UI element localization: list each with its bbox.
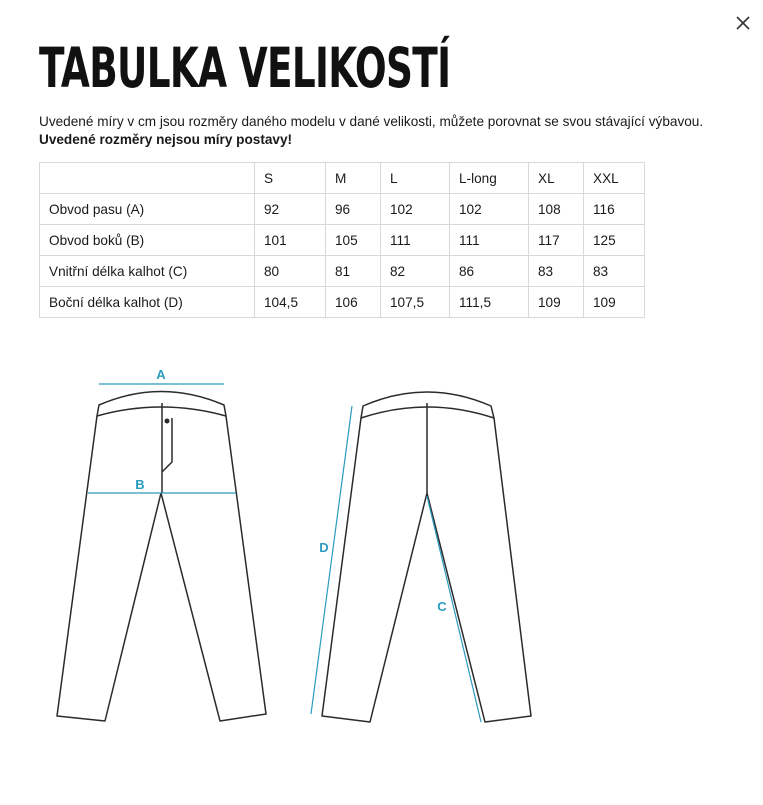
intro-warning: Uvedené rozměry nejsou míry postavy! xyxy=(39,132,293,147)
table-cell: 86 xyxy=(450,256,529,287)
page-title: TABULKA VELIKOSTÍ xyxy=(39,36,451,100)
header-cell-l: L xyxy=(381,163,450,194)
back-measurements xyxy=(311,406,481,722)
label-b: B xyxy=(135,477,145,492)
table-cell: 81 xyxy=(326,256,381,287)
table-cell: 102 xyxy=(381,194,450,225)
table-cell: 92 xyxy=(255,194,326,225)
header-cell-l-long: L-long xyxy=(450,163,529,194)
table-cell: 101 xyxy=(255,225,326,256)
table-cell: 111,5 xyxy=(450,287,529,318)
close-icon xyxy=(732,12,754,34)
row-label: Boční délka kalhot (D) xyxy=(40,287,255,318)
table-cell: 96 xyxy=(326,194,381,225)
table-cell: 83 xyxy=(529,256,584,287)
table-cell: 116 xyxy=(584,194,645,225)
table-cell: 111 xyxy=(381,225,450,256)
header-cell-empty xyxy=(40,163,255,194)
row-label: Obvod boků (B) xyxy=(40,225,255,256)
table-cell: 111 xyxy=(450,225,529,256)
table-row xyxy=(40,225,645,256)
table-header-row xyxy=(40,163,645,194)
header-cell-s: S xyxy=(255,163,326,194)
table-cell: 102 xyxy=(450,194,529,225)
table-cell: 109 xyxy=(584,287,645,318)
table-cell: 82 xyxy=(381,256,450,287)
label-c: C xyxy=(437,599,447,614)
back-pants-illustration xyxy=(322,392,531,722)
table-cell: 108 xyxy=(529,194,584,225)
table-cell: 109 xyxy=(529,287,584,318)
intro-note: Uvedené míry v cm jsou rozměry daného modelu v dané velikosti, můžete porovnat se svou stávající výbavou. xyxy=(39,114,704,129)
label-d: D xyxy=(319,540,329,555)
label-a: A xyxy=(156,367,166,382)
front-pants-illustration xyxy=(57,392,266,722)
row-label: Vnitřní délka kalhot (C) xyxy=(40,256,255,287)
intro-text xyxy=(39,113,739,149)
table-cell: 104,5 xyxy=(255,287,326,318)
pants-measurement-diagram xyxy=(0,340,763,760)
header-cell-xl: XL xyxy=(529,163,584,194)
table-row xyxy=(40,287,645,318)
row-label: Obvod pasu (A) xyxy=(40,194,255,225)
table-cell: 107,5 xyxy=(381,287,450,318)
table-cell: 80 xyxy=(255,256,326,287)
close-button[interactable] xyxy=(732,12,754,34)
table-cell: 106 xyxy=(326,287,381,318)
table-cell: 117 xyxy=(529,225,584,256)
table-cell: 105 xyxy=(326,225,381,256)
header-cell-m: M xyxy=(326,163,381,194)
header-cell-xxl: XXL xyxy=(584,163,645,194)
table-row xyxy=(40,194,645,225)
size-table xyxy=(39,162,645,318)
table-cell: 125 xyxy=(584,225,645,256)
table-cell: 83 xyxy=(584,256,645,287)
table-row xyxy=(40,256,645,287)
